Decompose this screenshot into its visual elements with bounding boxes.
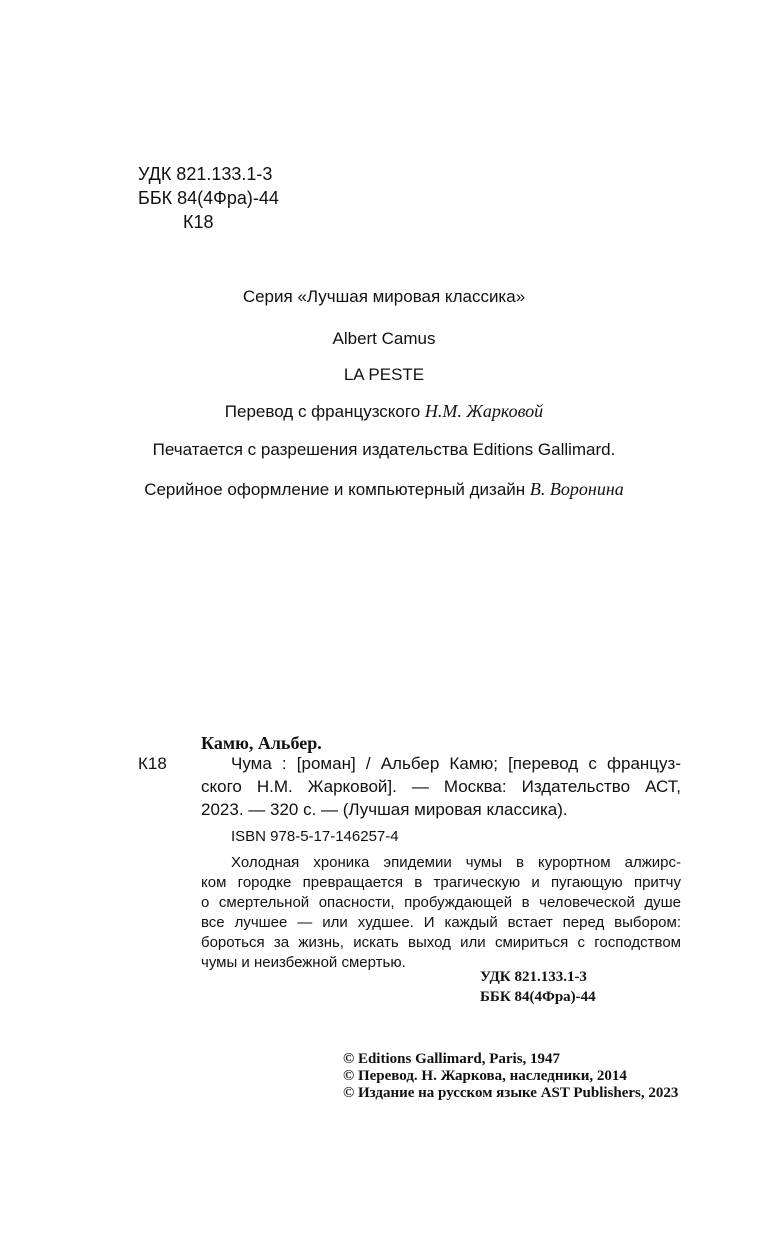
annotation-line: бороться за жизнь, искать выход или смириться с господством xyxy=(201,934,681,951)
original-author: Albert Camus xyxy=(332,329,436,348)
translation-prefix: Перевод с французского xyxy=(224,402,425,421)
description-line: ского Н.М. Жарковой]. — Москва: Издательство АСТ, xyxy=(201,777,681,796)
annotation-line: чумы и неизбежной смертью. xyxy=(201,954,406,971)
copyright-line: © Перевод. Н. Жаркова, наследники, 2014 xyxy=(343,1068,627,1084)
isbn: ISBN 978-5-17-146257-4 xyxy=(231,828,399,845)
annotation-line: Холодная хроника эпидемии чумы в курортном алжирс- xyxy=(231,854,681,871)
annotation-line: ком городке превращается в трагическую и пугающую притчу xyxy=(201,874,681,891)
annotation-line: о смертельной опасности, пробуждающей в человеческой душе xyxy=(201,894,681,911)
annotation-line: все лучшее — или худшее. И каждый встает перед выбором: xyxy=(201,914,681,931)
copyright-line: © Editions Gallimard, Paris, 1947 xyxy=(343,1051,561,1067)
udk-code: УДК 821.133.1-3 xyxy=(138,164,273,184)
author-mark: К18 xyxy=(183,212,214,232)
description-line: Чума : [роман] / Альбер Камю; [перевод с француз- xyxy=(231,754,681,773)
record-bbk: ББК 84(4Фра)-44 xyxy=(480,989,596,1005)
translator-name: Н.М. Жарковой xyxy=(424,401,544,421)
translation-credit xyxy=(0,402,768,420)
description-line: 2023. — 320 с. — (Лучшая мировая классика). xyxy=(201,800,568,819)
permission-line: Печатается с разрешения издательства Editions Gallimard. xyxy=(152,440,616,459)
record-udk: УДК 821.133.1-3 xyxy=(480,969,587,985)
design-credit xyxy=(0,480,768,498)
design-prefix: Серийное оформление и компьютерный дизайн xyxy=(144,480,530,499)
series-line: Серия «Лучшая мировая классика» xyxy=(242,287,526,306)
original-title: LA PESTE xyxy=(343,365,425,384)
bbk-code: ББК 84(4Фра)-44 xyxy=(138,188,279,208)
record-author-mark: К18 xyxy=(138,754,167,773)
designer-name: В. Воронина xyxy=(529,479,624,499)
record-heading: Камю, Альбер. xyxy=(201,733,322,753)
copyright-line: © Издание на русском языке AST Publishers, 2023 xyxy=(343,1085,679,1101)
